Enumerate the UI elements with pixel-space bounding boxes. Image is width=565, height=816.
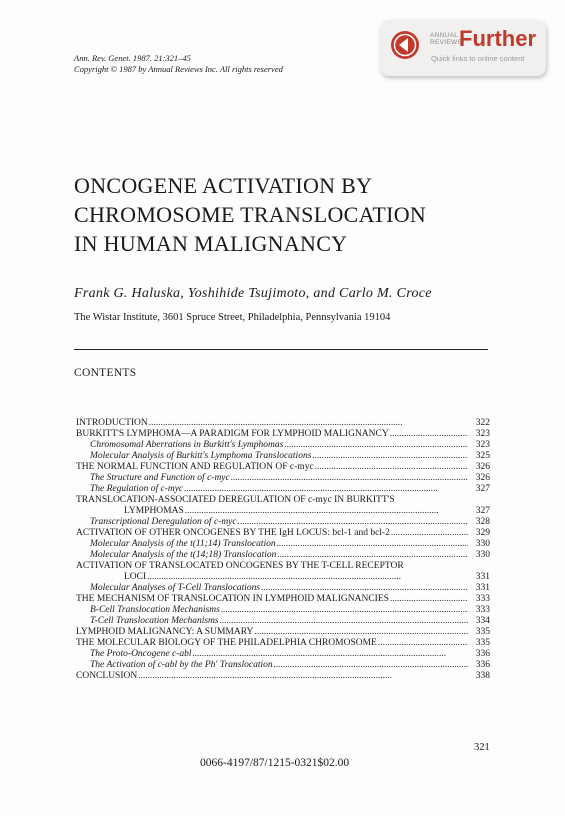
toc-entry-label: ACTIVATION OF OTHER ONCOGENES BY THE IgH LOCUS: bcl-1 and bcl-2: [76, 528, 390, 538]
toc-entry[interactable]: [76, 539, 490, 550]
toc-entry[interactable]: [76, 671, 490, 682]
toc-entry[interactable]: [76, 528, 490, 539]
toc-entry[interactable]: [76, 649, 490, 660]
toc-entry-label: LOCI: [124, 572, 147, 582]
toc-dot-leader: [138, 671, 468, 682]
toc-entry-page: 335: [475, 638, 490, 648]
toc-entry-page: 331: [475, 572, 490, 582]
toc-dot-leader: [238, 517, 468, 528]
toc-dot-leader: [391, 528, 468, 539]
toc-entry-label: LYMPHOMAS: [124, 506, 184, 516]
article-title: [74, 171, 426, 258]
toc-dot-leader: [221, 605, 468, 616]
title-line-1: ONCOGENE ACTIVATION BY: [74, 173, 373, 198]
toc-entry[interactable]: [76, 572, 490, 583]
toc-entry-label: Molecular Analysis of Burkitt's Lymphoma Translocations: [90, 451, 312, 461]
toc-dot-leader: [220, 616, 468, 627]
toc-entry[interactable]: [76, 594, 490, 605]
title-line-2: CHROMOSOME TRANSLOCATION: [74, 202, 427, 227]
toc-entry[interactable]: [76, 440, 490, 451]
toc-entry[interactable]: [76, 495, 490, 506]
toc-dot-leader: [149, 418, 468, 429]
copyright-line: Copyright © 1987 by Annual Reviews Inc. All rights reserved: [74, 64, 283, 74]
toc-dot-leader: [312, 451, 468, 462]
toc-entry[interactable]: [76, 583, 490, 594]
toc-entry-page: 338: [475, 671, 490, 681]
toc-dot-leader: [396, 495, 468, 506]
toc-entry-page: 327: [475, 484, 490, 494]
author-list: Frank G. Haluska, Yoshihide Tsujimoto, and Carlo M. Croce: [74, 286, 432, 301]
toc-dot-leader: [378, 638, 468, 649]
further-subtitle: Quick links to online content: [431, 54, 525, 63]
contents-heading: CONTENTS: [74, 367, 137, 379]
toc-entry-label: Chromosomal Aberrations in Burkitt's Lymphomas: [90, 440, 284, 450]
toc-entry-page: 323: [475, 429, 490, 439]
toc-entry-page: 335: [475, 627, 490, 637]
toc-entry-label: Molecular Analysis of the t(14;18) Translocation: [90, 550, 277, 560]
toc-entry-label: ACTIVATION OF TRANSLOCATED ONCOGENES BY THE T-CELL RECEPTOR: [76, 561, 404, 571]
toc-entry[interactable]: [76, 506, 490, 517]
toc-entry-page: 325: [475, 451, 490, 461]
toc-entry[interactable]: [76, 418, 490, 429]
toc-dot-leader: [315, 462, 468, 473]
page-number: 321: [474, 742, 490, 753]
toc-entry-label: The Structure and Function of c-myc: [90, 473, 230, 483]
toc-entry-page: 330: [475, 550, 490, 560]
toc-entry-page: 336: [475, 649, 490, 659]
toc-entry-page: 333: [475, 605, 490, 615]
toc-entry-page: 331: [475, 583, 490, 593]
toc-entry-label: T-Cell Translocation Mechanisms: [90, 616, 219, 626]
toc-dot-leader: [274, 660, 468, 671]
toc-entry-label: The Regulation of c-myc: [90, 484, 184, 494]
toc-entry[interactable]: [76, 627, 490, 638]
toc-entry-page: 336: [475, 660, 490, 670]
journal-header: [74, 53, 283, 75]
further-word: Further: [459, 26, 536, 51]
toc-dot-leader: [284, 440, 468, 451]
toc-entry-label: THE MECHANISM OF TRANSLOCATION IN LYMPHOID MALIGNANCIES: [76, 594, 389, 604]
footer-code: 0066-4197/87/1215-0321$02.00: [200, 757, 350, 769]
toc-dot-leader: [147, 572, 468, 583]
divider-rule: [74, 349, 488, 350]
toc-entry-page: 323: [475, 440, 490, 450]
toc-entry[interactable]: [76, 616, 490, 627]
toc-entry-page: 327: [475, 506, 490, 516]
toc-dot-leader: [390, 594, 468, 605]
toc-entry-page: 333: [475, 594, 490, 604]
toc-entry-label: CONCLUSION: [76, 671, 138, 681]
toc-dot-leader: [405, 561, 468, 572]
further-links-badge[interactable]: [380, 20, 546, 76]
toc-dot-leader: [231, 473, 468, 484]
toc-entry-label: Transcriptional Deregulation of c-myc: [90, 517, 237, 527]
toc-entry[interactable]: [76, 638, 490, 649]
table-of-contents: [76, 418, 490, 682]
toc-entry-page: 330: [475, 539, 490, 549]
toc-entry[interactable]: [76, 462, 490, 473]
toc-entry-label: TRANSLOCATION-ASSOCIATED DEREGULATION OF c-myc IN BURKITT'S: [76, 495, 395, 505]
toc-entry-label: BURKITT'S LYMPHOMA—A PARADIGM FOR LYMPHOID MALIGNANCY: [76, 429, 389, 439]
toc-dot-leader: [254, 627, 468, 638]
arrow-circle-icon: [390, 30, 420, 60]
toc-entry[interactable]: [76, 473, 490, 484]
toc-entry[interactable]: [76, 550, 490, 561]
toc-entry-label: The Proto-Oncogene c-abl: [90, 649, 192, 659]
toc-entry-label: B-Cell Translocation Mechanisms: [90, 605, 220, 615]
toc-entry[interactable]: [76, 517, 490, 528]
toc-entry-label: LYMPHOID MALIGNANCY: A SUMMARY: [76, 627, 254, 637]
toc-dot-leader: [390, 429, 468, 440]
toc-entry-page: 329: [475, 528, 490, 538]
toc-dot-leader: [277, 539, 468, 550]
toc-dot-leader: [277, 550, 468, 561]
toc-entry-label: THE NORMAL FUNCTION AND REGULATION OF c-myc: [76, 462, 314, 472]
toc-entry-page: 334: [475, 616, 490, 626]
annual-reviews-label: ANNUAL REVIEWS: [430, 32, 463, 46]
toc-dot-leader: [261, 583, 468, 594]
toc-entry-label: THE MOLECULAR BIOLOGY OF THE PHILADELPHIA CHROMOSOME: [76, 638, 377, 648]
toc-dot-leader: [185, 506, 468, 517]
toc-entry-label: Molecular Analysis of the t(11;14) Translocation: [90, 539, 276, 549]
title-line-3: IN HUMAN MALIGNANCY: [74, 231, 348, 256]
toc-entry[interactable]: [76, 451, 490, 462]
affiliation: The Wistar Institute, 3601 Spruce Street, Philadelphia, Pennsylvania 19104: [74, 312, 391, 323]
toc-entry[interactable]: [76, 605, 490, 616]
journal-citation: Ann. Rev. Genet. 1987. 21:321–45: [74, 53, 191, 63]
toc-entry-label: Molecular Analyses of T-Cell Translocations: [90, 583, 261, 593]
toc-entry[interactable]: [76, 660, 490, 671]
toc-entry-page: 322: [475, 418, 490, 428]
toc-entry-label: INTRODUCTION: [76, 418, 148, 428]
toc-entry-page: 326: [475, 473, 490, 483]
toc-entry[interactable]: [76, 429, 490, 440]
toc-entry[interactable]: [76, 561, 490, 572]
toc-dot-leader: [192, 649, 468, 660]
toc-dot-leader: [184, 484, 468, 495]
toc-entry-label: The Activation of c-abl by the Ph' Translocation: [90, 660, 273, 670]
toc-entry[interactable]: [76, 484, 490, 495]
toc-entry-page: 326: [475, 462, 490, 472]
toc-entry-page: 328: [475, 517, 490, 527]
